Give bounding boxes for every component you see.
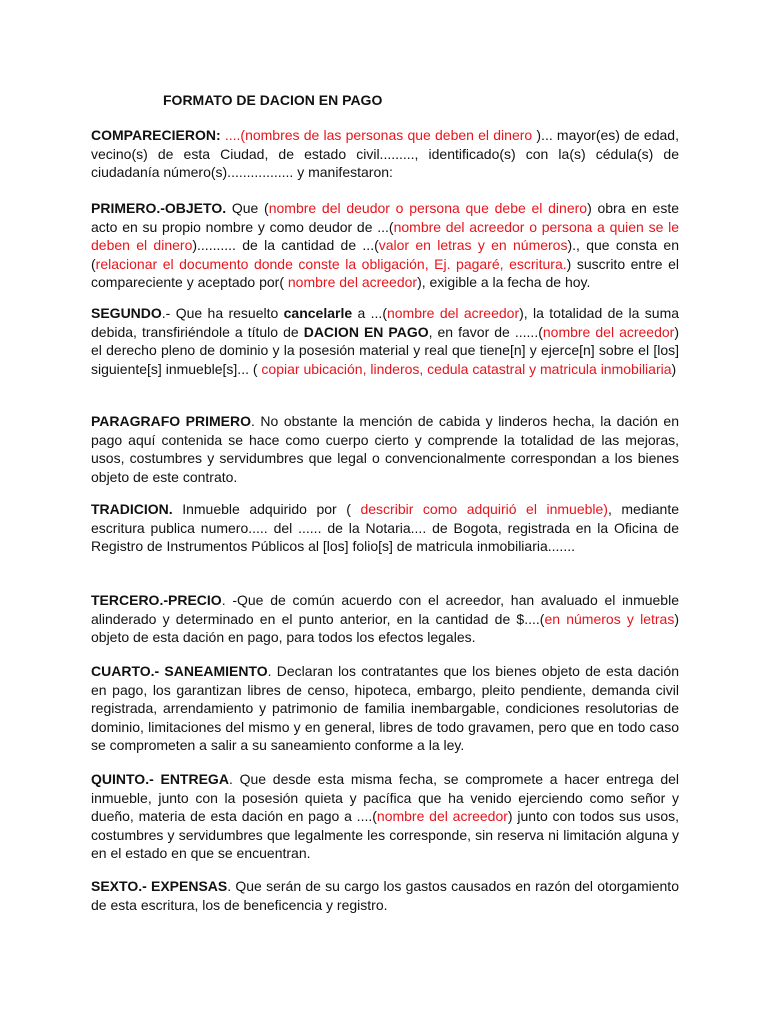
section-heading: PARAGRAFO PRIMERO [91,413,252,429]
body-text: ) [671,360,677,377]
body-text: . -Que de común acuerdo con el acreedor, han avaluado el inmueble alinderado y determinado en el punto anterior, en la cantidad de $....( [91,592,679,627]
section-heading: TRADICION. [91,501,173,517]
body-text: ), la totalidad de la suma debida, transfiriéndole a título de [91,305,680,340]
placeholder-text: relacionar el documento donde conste la obligación, Ej. pagaré, escritura. [95,255,567,272]
placeholder-text: nombre del acreedor [287,274,418,290]
body-text: , en favor de ......( [428,323,543,340]
section-segundo [91,304,679,378]
body-text: .- Que ha resuelto [161,305,284,321]
body-text: . Que desde esta misma fecha, se compromete a hacer entrega del inmueble, junto con la posesión quieta y pacífica que ha venido ejerciendo como señor y dueño, materia de esta dación en pago a ....( [91,771,680,824]
body-text: ) el derecho pleno de dominio y la posesión material y real que tiene[n] y ejerce[n] sobre el [los] siguiente[s] inmueble[s]... ( [91,323,680,377]
body-text: . Declaran los contratantes que los bienes objeto de esta dación en pago, los garantizan libres de censo, hipoteca, embargo, pleito pendiente, demanda civil registrada, arrendamiento y patrimonio de familia inembargable, condiciones resolutorias de dominio, limitaciones del mismo y en general, libres de todo gravamen, pero que en todo caso se comprometen a salir a su saneamiento conforme a la ley. [91,663,679,753]
placeholder-text: nombre del deudor o persona que debe el dinero [268,200,588,216]
section-tercero-precio [91,591,679,647]
body-text: ).......... de la cantidad de ...( [192,237,379,253]
section-heading: QUINTO.- ENTREGA [91,771,229,787]
placeholder-text: valor en letras y en números [378,237,568,253]
placeholder-text: describir como adquirió el inmueble) [360,501,608,517]
body-text: a ...( [352,305,387,321]
body-text: ) suscrito entre el compareciente y aceptado por( [91,255,680,290]
placeholder-text: en números y letras [544,610,675,627]
body-text: Inmueble adquirido por ( [172,501,361,517]
section-heading: cancelarle [283,305,353,321]
placeholder-text: nombre del acreedor [386,305,520,321]
section-heading: PRIMERO.-OBJETO. [91,200,227,216]
section-heading: DACION EN PAGO [303,323,429,340]
placeholder-text: ....(nombres de las personas que deben el dinero [224,127,537,143]
body-text: ) obra en este acto en su propio nombre y como deudor de ...( [91,200,679,235]
section-paragrafo-primero [91,412,679,486]
section-heading: SEGUNDO [91,305,162,321]
body-text: )., que consta en ( [91,237,680,272]
body-text: , mediante escritura publica numero..... del ...... de la Notaria.... de Bogota, registrada en la Oficina de Registro de Instrumentos Públicos al [los] folio[s] de matricula inmobiliaria....... [91,501,679,554]
section-comparecieron [91,126,679,182]
placeholder-text: copiar ubicación, linderos, cedula catastral y matricula inmobiliaria [261,360,672,377]
body-text: . Que serán de su cargo los gastos causados en razón del otorgamiento de esta escritura, los de beneficencia y registro. [91,878,679,913]
body-text: ) objeto de esta dación en pago, para todos los efectos legales. [91,610,679,645]
body-text: )... mayor(es) de edad, vecino(s) de esta Ciudad, de estado civil........., identificado(s) con la(s) cédula(s) de ciudadanía número(s)................. y manifestaron: [91,127,679,180]
placeholder-text: nombre del acreedor [542,323,675,340]
body-text: ) junto con todos sus usos, costumbres y servidumbres que legalmente les corresponde, sin reserva ni limitación alguna y en el estado en que se encuentran. [91,808,680,861]
section-heading: SEXTO.- EXPENSAS [91,878,228,894]
placeholder-text: nombre del acreedor [376,808,508,824]
section-primero-objeto [91,199,679,292]
section-tradicion [91,500,679,556]
body-text: ), exigible a la fecha de hoy. [417,274,591,290]
section-sexto-expensas [91,877,679,914]
body-text: Que ( [226,200,269,216]
body-text: . No obstante la mención de cabida y linderos hecha, la dación en pago aquí contenida se hace como cuerpo cierto y comprende la totalidad de las mejoras, usos, costumbres y servidumbres que legal o convencionalmente correspondan a los bienes objeto de este contrato. [91,413,679,485]
section-heading: COMPARECIERON: [91,127,225,143]
section-heading: CUARTO.- SANEAMIENTO [91,663,268,679]
section-heading: TERCERO.-PRECIO [91,592,222,608]
section-cuarto-saneamiento [91,662,679,755]
placeholder-text: nombre del acreedor o persona a quien se le deben el dinero [91,218,679,253]
section-quinto-entrega [91,770,679,863]
document-title: FORMATO DE DACION EN PAGO [163,92,383,108]
